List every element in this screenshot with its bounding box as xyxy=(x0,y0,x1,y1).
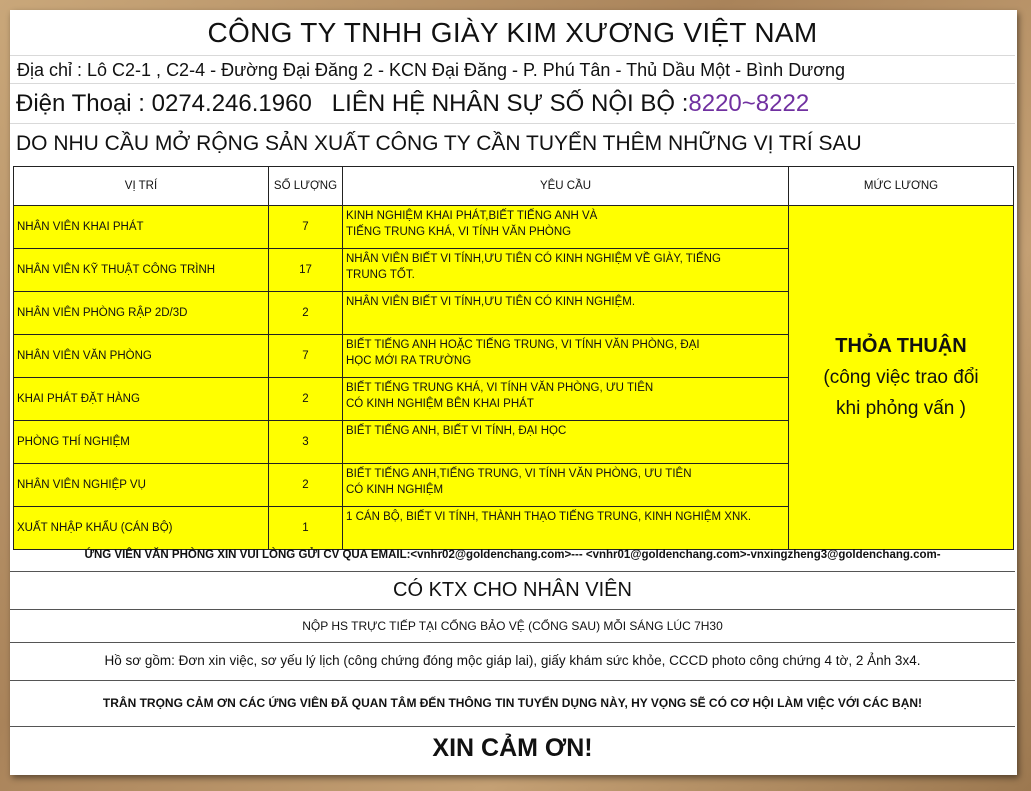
salary-negotiable: THỎA THUẬN xyxy=(835,335,967,357)
quantity-cell: 1 xyxy=(269,507,343,550)
requirement-line: BIẾT TIẾNG TRUNG KHÁ, VI TÍNH VĂN PHÒNG, ƯU TIÊN xyxy=(346,382,654,394)
requirements-cell xyxy=(343,421,789,464)
position-cell: PHÒNG THÍ NGHIỆM xyxy=(14,421,269,464)
requirements-cell xyxy=(343,378,789,421)
header-quantity: SỐ LƯỢNG xyxy=(269,167,343,206)
hr-contact-label: LIÊN HỆ NHÂN SỰ SỐ NỘI BỘ : xyxy=(331,90,689,117)
recruitment-sheet xyxy=(10,10,1017,775)
position-cell: XUẤT NHẬP KHẨU (CÁN BỘ) xyxy=(14,507,269,550)
submission-notice: NỘP HS TRỰC TIẾP TẠI CỔNG BẢO VỆ (CỔNG SAU) MỖI SÁNG LÚC 7H30 xyxy=(302,619,723,633)
position-cell: NHÂN VIÊN KỸ THUẬT CÔNG TRÌNH xyxy=(14,249,269,292)
position-cell: NHÂN VIÊN KHAI PHÁT xyxy=(14,206,269,249)
table-header-row xyxy=(14,167,1014,206)
requirement-line: BIẾT TIẾNG ANH,TIẾNG TRUNG, VI TÍNH VĂN PHÒNG, ƯU TIÊN xyxy=(346,468,692,480)
dormitory-notice: CÓ KTX CHO NHÂN VIÊN xyxy=(393,579,632,601)
salary-cell xyxy=(789,206,1014,550)
company-title: CÔNG TY TNHH GIÀY KIM XƯƠNG VIỆT NAM xyxy=(10,10,1015,56)
requirements-cell xyxy=(343,335,789,378)
phone-number: Điện Thoại : 0274.246.1960 xyxy=(16,90,312,117)
requirement-line: TRUNG TỐT. xyxy=(346,269,415,281)
required-documents: Hồ sơ gồm: Đơn xin việc, sơ yếu lý lịch (công chứng đóng mộc giáp lai), giấy khám sức khỏe, CCCD photo công chứng 4 tờ, 2 Ảnh 3x4. xyxy=(104,653,921,668)
requirement-line: 1 CÁN BỘ, BIẾT VI TÍNH, THÀNH THẠO TIẾNG TRUNG, KINH NGHIỆM XNK. xyxy=(346,511,752,523)
email-instructions: ỨNG VIÊN VĂN PHÒNG XIN VUI LÒNG GỬI CV QUA EMAIL:<vnhr02@goldenchang.com>--- <vnhr01@goldenchang.com>-vnxingzheng3@goldenchang.com- xyxy=(84,549,941,561)
table-row xyxy=(14,206,1014,249)
quantity-cell: 2 xyxy=(269,464,343,507)
quantity-cell: 2 xyxy=(269,378,343,421)
thank-you-message: TRÂN TRỌNG CẢM ƠN CÁC ỨNG VIÊN ĐÃ QUAN TÂM ĐẾN THÔNG TIN TUYỂN DỤNG NÀY, HY VỌNG SẼ CÓ CƠ HỘI LÀM VIỆC VỚI CÁC BẠN! xyxy=(102,696,923,710)
recruitment-headline: DO NHU CẦU MỞ RỘNG SẢN XUẤT CÔNG TY CẦN TUYỂN THÊM NHỮNG VỊ TRÍ SAU xyxy=(16,132,862,155)
salary-note-line2: khi phỏng vấn ) xyxy=(836,398,966,419)
requirement-line: BIẾT TIẾNG ANH, BIẾT VI TÍNH, ĐẠI HỌC xyxy=(346,425,567,437)
position-cell: NHÂN VIÊN NGHIỆP VỤ xyxy=(14,464,269,507)
hr-extension: 8220~8222 xyxy=(688,90,810,117)
requirement-line: TIẾNG TRUNG KHÁ, VI TÍNH VĂN PHÒNG xyxy=(346,226,572,238)
salary-note-line1: (công việc trao đổi xyxy=(823,367,979,388)
requirement-line: NHÂN VIÊN BIẾT VI TÍNH,ƯU TIÊN CÓ KINH NGHIỆM. xyxy=(346,296,636,308)
contact-line xyxy=(10,84,1015,124)
requirements-cell xyxy=(343,292,789,335)
requirement-line: CÓ KINH NGHIỆM BÊN KHAI PHÁT xyxy=(346,398,534,410)
requirements-cell xyxy=(343,249,789,292)
requirements-cell xyxy=(343,206,789,249)
requirement-line: BIẾT TIẾNG ANH HOẶC TIẾNG TRUNG, VI TÍNH VĂN PHÒNG, ĐẠI xyxy=(346,339,700,351)
position-cell: NHÂN VIÊN VĂN PHÒNG xyxy=(14,335,269,378)
position-cell: NHÂN VIÊN PHÒNG RẬP 2D/3D xyxy=(14,292,269,335)
quantity-cell: 17 xyxy=(269,249,343,292)
header-requirements: YÊU CẦU xyxy=(343,167,789,206)
requirement-line: NHÂN VIÊN BIẾT VI TÍNH,ƯU TIÊN CÓ KINH NGHIỆM VỀ GIÀY, TIẾNG xyxy=(346,253,721,265)
header-position: VỊ TRÍ xyxy=(14,167,269,206)
position-cell: KHAI PHÁT ĐẶT HÀNG xyxy=(14,378,269,421)
requirements-cell xyxy=(343,464,789,507)
quantity-cell: 2 xyxy=(269,292,343,335)
quantity-cell: 3 xyxy=(269,421,343,464)
quantity-cell: 7 xyxy=(269,206,343,249)
header-salary: MỨC LƯƠNG xyxy=(789,167,1014,206)
requirement-line: CÓ KINH NGHIỆM xyxy=(346,484,444,496)
quantity-cell: 7 xyxy=(269,335,343,378)
job-table xyxy=(13,166,1014,550)
company-address: Địa chỉ : Lô C2-1 , C2-4 - Đường Đại Đăng 2 - KCN Đại Đăng - P. Phú Tân - Thủ Dầu Một - Bình Dương xyxy=(10,56,1015,84)
requirement-line: KINH NGHIỆM KHAI PHÁT,BIẾT TIẾNG ANH VÀ xyxy=(346,210,598,222)
requirement-line: HỌC MỚI RA TRƯỜNG xyxy=(346,355,472,367)
closing-message: XIN CẢM ƠN! xyxy=(432,734,593,762)
